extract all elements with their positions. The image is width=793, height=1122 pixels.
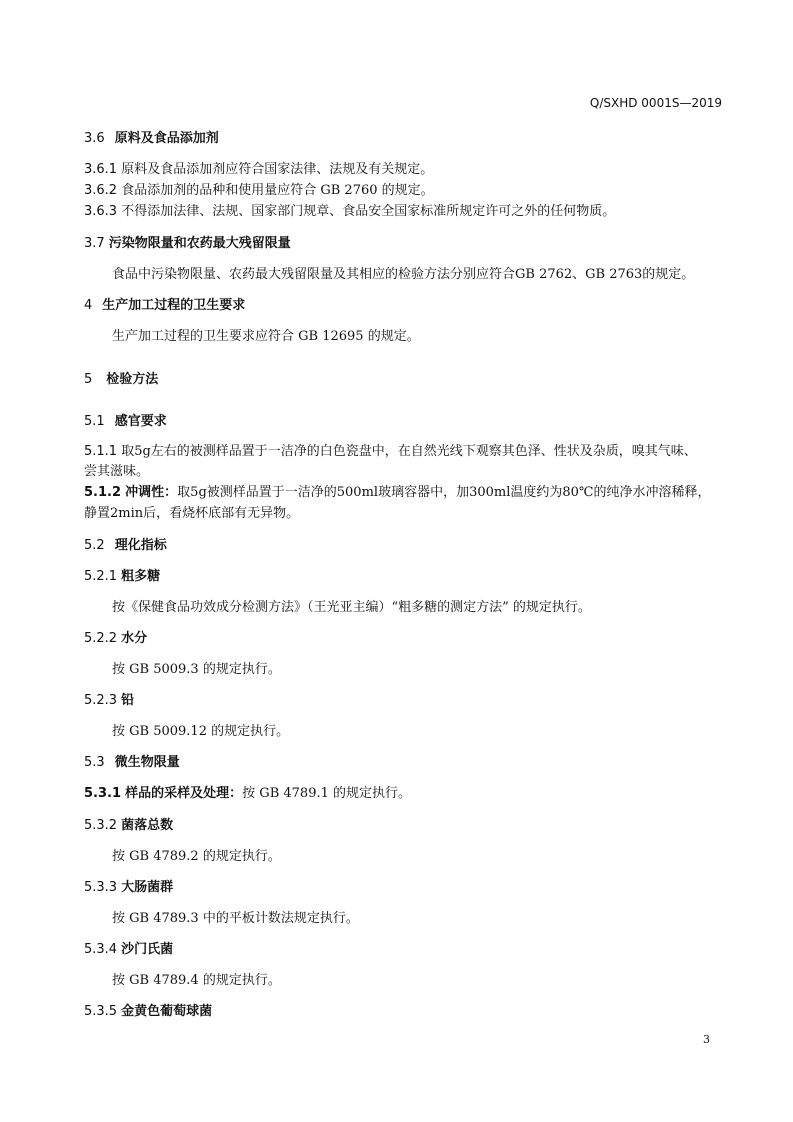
clause-text: 原料及食品添加剂应符合国家法律、法规及有关规定。 [121,162,434,177]
clause-5-3-1 [84,787,411,800]
section-title: 理化指标 [114,538,167,553]
clause-5-1-1 [84,445,697,458]
clause-title: 沙门氏菌 [121,942,174,957]
section-title: 微生物限量 [114,755,180,770]
page-number: 3 [703,1033,710,1046]
clause-title: 冲调性： [125,485,178,500]
section-number: 3.7 [84,236,105,251]
section-4-body: 生产加工过程的卫生要求应符合 GB 12695 的规定。 [112,329,420,344]
clause-5-3-4-heading [84,943,173,956]
section-title: 感官要求 [114,414,167,429]
clause-5-2-1-body: 按《保健食品功效成分检测方法》（王光亚主编）“粗多糖的测定方法” 的规定执行。 [112,600,591,615]
clause-5-3-2-heading [84,819,173,832]
clause-3-6-1 [84,163,433,176]
clause-number: 5.2.3 [84,693,118,708]
clause-5-3-3-body: 按 GB 4789.3 中的平板计数法规定执行。 [112,911,359,926]
section-number: 5 [84,372,93,387]
clause-number: 5.1.2 [84,485,122,500]
section-number: 4 [84,298,93,313]
section-5-heading [84,373,158,386]
clause-number: 5.3.3 [84,880,118,895]
section-title: 原料及食品添加剂 [114,131,219,146]
clause-5-1-2 [84,486,710,499]
section-5-3-heading [84,756,180,769]
clause-3-6-2 [84,184,434,197]
clause-title: 大肠菌群 [121,880,174,895]
clause-3-6-3 [84,205,615,218]
clause-text: 不得添加法律、法规、国家部门规章、食品安全国家标准所规定许可之外的任何物质。 [121,204,616,219]
clause-5-3-2-body: 按 GB 4789.2 的规定执行。 [112,849,281,864]
clause-5-2-3-body: 按 GB 5009.12 的规定执行。 [112,724,290,739]
clause-title: 铅 [121,693,135,708]
section-number: 5.3 [84,755,105,770]
section-3-6-heading [84,132,219,145]
clause-number: 5.3.4 [84,942,118,957]
clause-5-1-2-continuation: 静置2min后，看烧杯底部有无异物。 [84,506,300,521]
clause-5-3-4-body: 按 GB 4789.4 的规定执行。 [112,973,281,988]
clause-5-1-1-continuation: 尝其滋味。 [84,464,150,479]
clause-text: 取5g被测样品置于一洁净的500ml玻璃容器中，加300ml温度约为80℃的纯净水冲溶稀释， [177,485,711,500]
clause-number: 5.1.1 [84,444,118,459]
clause-number: 5.3.5 [84,1004,118,1019]
section-title: 污染物限量和农药最大残留限量 [108,236,291,251]
section-title: 检验方法 [106,372,159,387]
section-number: 3.6 [84,131,105,146]
clause-text: 食品添加剂的品种和使用量应符合 GB 2760 的规定。 [121,183,434,198]
clause-number: 5.2.2 [84,631,118,646]
clause-title: 金黄色葡萄球菌 [121,1004,213,1019]
section-3-7-heading [84,237,291,250]
clause-number: 3.6.2 [84,183,118,198]
clause-title: 粗多糖 [121,569,161,584]
clause-5-2-1-heading [84,570,160,583]
section-number: 5.1 [84,414,105,429]
clause-5-2-2-body: 按 GB 5009.3 的规定执行。 [112,662,281,677]
clause-title: 菌落总数 [121,818,174,833]
document-code: Q/SXHD 0001S—2019 [589,96,722,110]
clause-number: 5.2.1 [84,569,118,584]
clause-number: 5.3.2 [84,818,118,833]
clause-5-3-3-heading [84,881,173,894]
section-number: 5.2 [84,538,105,553]
clause-5-2-2-heading [84,632,147,645]
section-5-2-heading [84,539,167,552]
section-3-7-body: 食品中污染物限量、农药最大残留限量及其相应的检验方法分别应符合GB 2762、GB 2763的规定。 [112,267,695,282]
clause-number: 3.6.1 [84,162,118,177]
section-4-heading [84,299,245,312]
section-5-1-heading [84,415,167,428]
clause-text: 取5g左右的被测样品置于一洁净的白色瓷盘中，在自然光线下观察其色泽、性状及杂质，嗅其气味、 [121,444,697,459]
clause-number: 5.3.1 [84,786,122,801]
section-title: 生产加工过程的卫生要求 [102,298,246,313]
clause-5-2-3-heading [84,694,134,707]
clause-5-3-5-heading [84,1005,212,1018]
clause-title: 水分 [121,631,148,646]
clause-text: 按 GB 4789.1 的规定执行。 [242,786,411,801]
clause-title: 样品的采样及处理： [125,786,243,801]
clause-number: 3.6.3 [84,204,118,219]
